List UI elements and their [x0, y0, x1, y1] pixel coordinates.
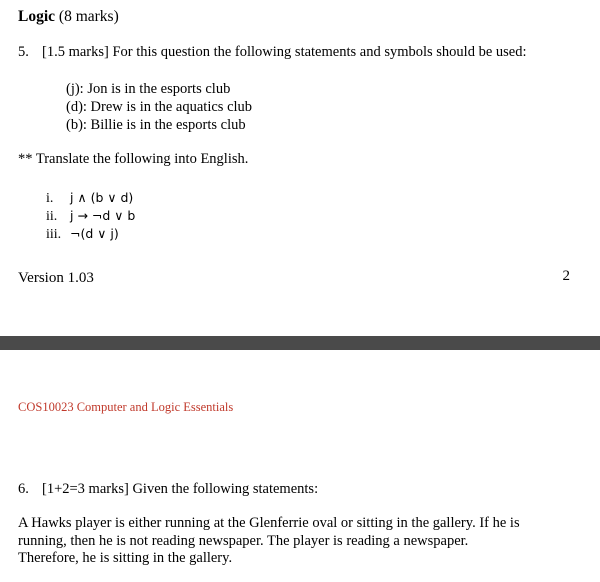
item-expression: j ∧ (b ∨ d) — [70, 190, 134, 205]
question-5-text: [1.5 marks] For this question the following statements and symbols should be used: — [42, 44, 527, 60]
paragraph-line: Therefore, he is sitting in the gallery. — [18, 550, 233, 566]
symbol-definitions — [66, 80, 252, 134]
item-numeral: i. — [46, 191, 54, 206]
definition-b: (b): Billie is in the esports club — [66, 117, 246, 133]
version-label: Version 1.03 — [18, 270, 94, 286]
question-6-text: [1+2=3 marks] Given the following statements: — [42, 481, 319, 497]
page-number: 2 — [562, 268, 570, 284]
paragraph-line: A Hawks player is either running at the Glenferrie oval or sitting in the gallery. If he is — [18, 515, 520, 531]
question-6 — [18, 481, 318, 498]
paragraph-line: running, then he is not reading newspaper. The player is reading a newspaper. — [18, 532, 469, 549]
item-expression: ¬(d ∨ j) — [70, 226, 119, 241]
item-numeral: iii. — [46, 227, 62, 242]
section-title-marks: (8 marks) — [55, 8, 119, 25]
item-numeral: ii. — [46, 209, 58, 224]
section-title — [18, 8, 119, 26]
translate-instruction: ** Translate the following into English. — [18, 151, 249, 167]
page-divider — [0, 336, 600, 350]
question-6-paragraph — [18, 515, 578, 568]
logic-items-list — [46, 189, 135, 243]
question-5-number: 5. — [18, 44, 29, 60]
course-header: COS10023 Computer and Logic Essentials — [18, 400, 234, 414]
section-title-bold: Logic — [18, 8, 56, 25]
item-expression: j → ¬d ∨ b — [70, 208, 136, 223]
question-5 — [18, 44, 527, 61]
logic-item — [46, 189, 135, 207]
definition-d: (d): Drew is in the aquatics club — [66, 99, 253, 115]
logic-item — [46, 207, 135, 225]
definition-j: (j): Jon is in the esports club — [66, 81, 231, 97]
logic-item — [46, 225, 135, 243]
question-6-number: 6. — [18, 481, 29, 497]
